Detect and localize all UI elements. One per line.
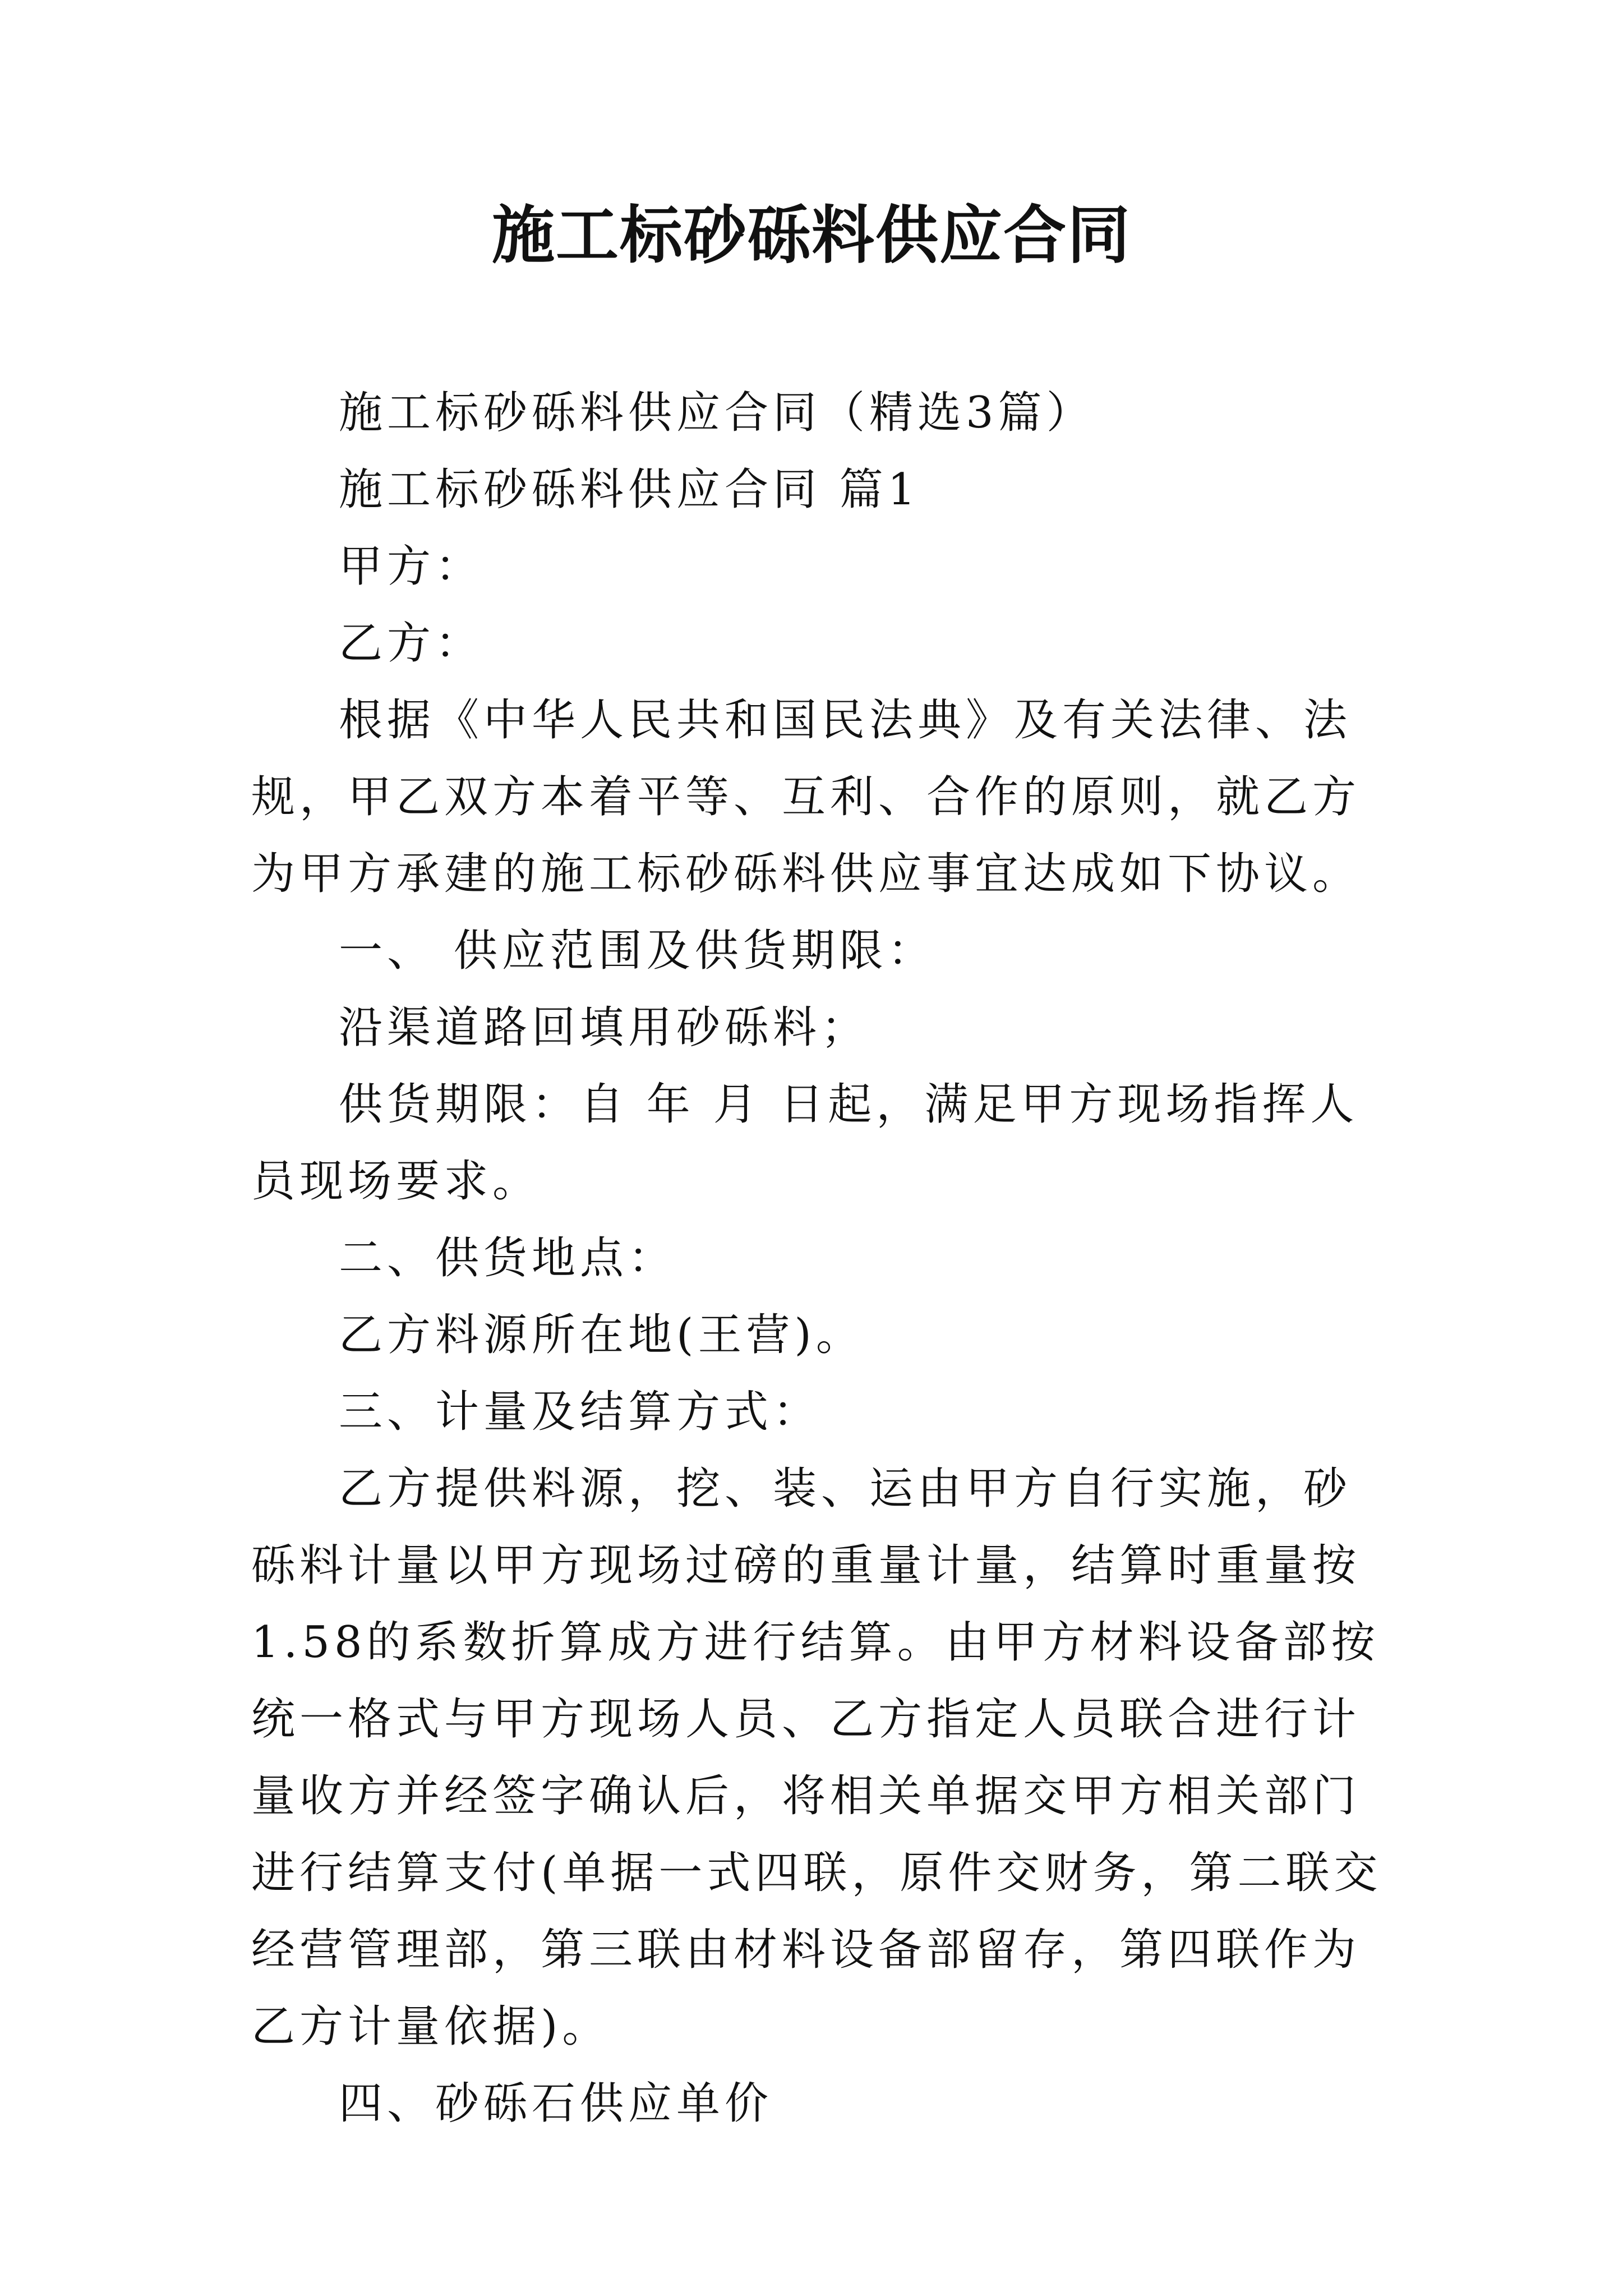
document-title: 施工标砂砾料供应合同 [492, 199, 1131, 272]
paragraph-clause-2-location: 乙方料源所在地(王营)。 [339, 1310, 864, 1360]
paragraph-clause-1-heading: 一、 供应范围及供货期限： [339, 926, 936, 976]
paragraph-clause-1-scope: 沿渠道路回填用砂砾料； [339, 1002, 870, 1053]
document-body [251, 375, 1390, 2142]
paragraph-party-a: 甲方： [339, 541, 484, 592]
paragraph-clause-3-heading: 三、计量及结算方式： [339, 1387, 822, 1437]
paragraph-clause-4-heading: 四、砂砾石供应单价 [339, 2078, 773, 2129]
paragraph-party-b: 乙方： [339, 618, 484, 669]
paragraph-section-heading: 施工标砂砾料供应合同 篇1 [339, 464, 920, 515]
paragraph-clause-2-heading: 二、供货地点： [339, 1233, 677, 1283]
paragraph-clause-1-period: 供货期限：自 年 月 日起，满足甲方现场指挥人员现场要求。 [251, 1079, 1359, 1207]
paragraph-preamble: 根据《中华人民共和国民法典》及有关法律、法规，甲乙双方本着平等、互利、合作的原则，就乙方为甲方承建的施工标砂砾料供应事宜达成如下协议。 [251, 695, 1361, 899]
paragraph-subtitle: 施工标砂砾料供应合同（精选3篇） [339, 388, 1095, 438]
paragraph-clause-3-body: 乙方提供料源，挖、装、运由甲方自行实施，砂砾料计量以甲方现场过磅的重量计量，结算时重量按1.58的系数折算成方进行结算。由甲方材料设备部按统一格式与甲方现场人员、乙方指定人员联合进行计量收方并经签字确认后，将相关单据交甲方相关部门进行结算支付(单据一式四联，原件交财务，第二联交经营管理部，第三联由材料设备部留存，第四联作为乙方计量依据)。 [251, 1464, 1382, 2052]
